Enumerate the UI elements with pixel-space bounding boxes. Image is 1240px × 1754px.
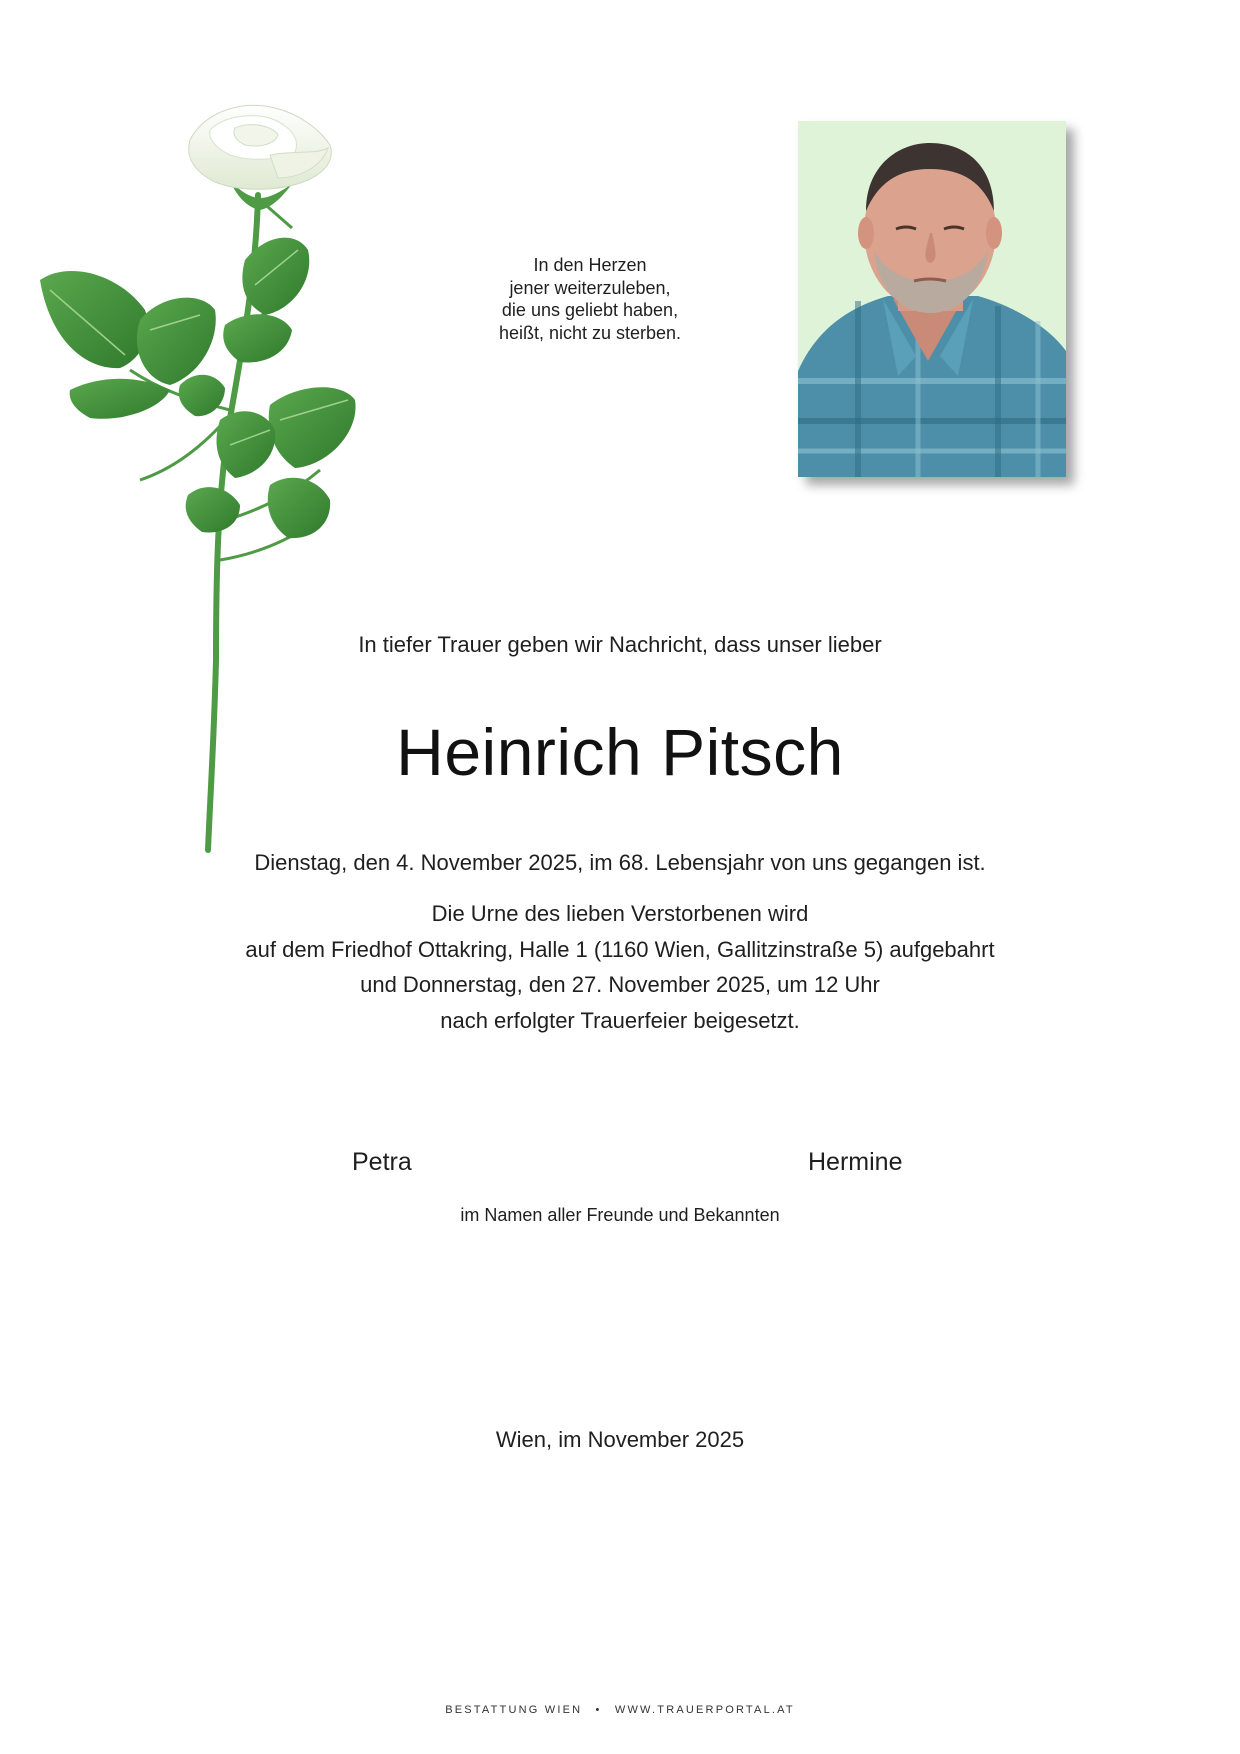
footer [0, 1704, 1240, 1716]
ceremony-details [0, 896, 1240, 1038]
footer-website: WWW.TRAUERPORTAL.AT [614, 1704, 795, 1716]
quote-line: die uns geliebt haben, [501, 300, 679, 320]
mourner-name-left: Petra [352, 1148, 412, 1176]
footer-company: BESTATTUNG WIEN [445, 1704, 583, 1716]
portrait-photo [798, 121, 1066, 477]
quote-line: heißt, nicht zu sterben. [498, 322, 682, 343]
ceremony-line: und Donnerstag, den 27. November 2025, um 12 Uhr [360, 972, 880, 997]
memorial-quote [470, 254, 710, 344]
place-date: Wien, im November 2025 [495, 1427, 745, 1452]
on-behalf-line: im Namen aller Freunde und Bekannten [460, 1205, 780, 1225]
announcement-intro: In tiefer Trauer geben wir Nachricht, dass unser lieber [358, 632, 882, 657]
mourner-name-right: Hermine [808, 1148, 903, 1176]
quote-line: In den Herzen [533, 255, 647, 275]
deceased-name: Heinrich Pitsch [396, 715, 844, 789]
ceremony-line: Die Urne des lieben Verstorbenen wird [431, 901, 809, 926]
death-date-line: Dienstag, den 4. November 2025, im 68. Lebensjahr von uns gegangen ist. [254, 850, 986, 875]
ceremony-line: nach erfolgter Trauerfeier beigesetzt. [440, 1007, 800, 1033]
footer-separator: • [595, 1704, 602, 1716]
ceremony-line: auf dem Friedhof Ottakring, Halle 1 (1160 Wien, Gallitzinstraße 5) aufgebahrt [245, 936, 995, 962]
quote-line: jener weiterzuleben, [509, 277, 671, 298]
